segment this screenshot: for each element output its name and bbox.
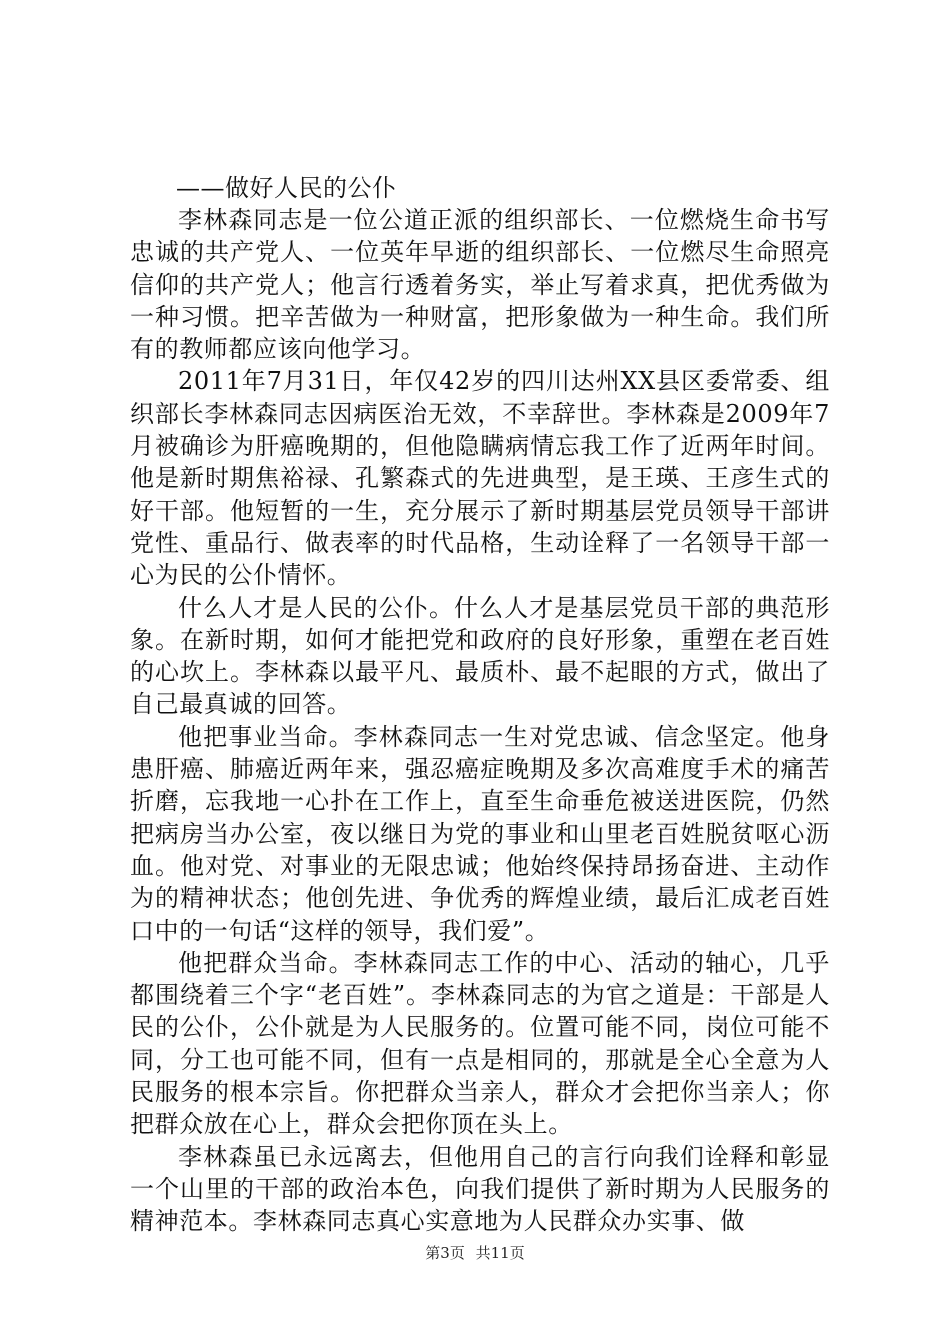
page-total: 共11页 <box>475 1244 525 1262</box>
document-subtitle: ——做好人民的公仆 <box>176 174 397 202</box>
paragraph-legacy: 李林森虽已永远离去，但他用自己的言行向我们诠释和彰显一个山里的干部的政治本色，向我们提供了新时期为人民服务的精神范本。李林森同志真心实意地为人民群众办实事、做 <box>130 1142 830 1236</box>
paragraph-intro: 李林森同志是一位公道正派的组织部长、一位燃烧生命书写忠诚的共产党人、一位英年早逝的组织部长、一位燃尽生命照亮信仰的共产党人；他言行透着务实，举止写着求真，把优秀做为一种习惯。把辛苦做为一种财富，把形象做为一种生命。我们所有的教师都应该向他学习。 <box>130 206 830 364</box>
paragraph-masses: 他把群众当命。李林森同志工作的中心、活动的轴心，几乎都围绕着三个字“老百姓”。李林森同志的为官之道是：干部是人民的公仆，公仆就是为人民服务的。位置可能不同，岗位可能不同，分工也可能不同，但有一点是相同的，那就是全心全意为人民服务的根本宗旨。你把群众当亲人，群众才会把你当亲人；你把群众放在心上，群众会把你顶在头上。 <box>130 948 830 1139</box>
paragraph-career: 他把事业当命。李林森同志一生对党忠诚、信念坚定。他身患肝癌、肺癌近两年来，强忍癌症晚期及多次高难度手术的痛苦折磨，忘我地一心扑在工作上，直至生命垂危被送进医院，仍然把病房当办公室，夜以继日为党的事业和山里老百姓脱贫呕心沥血。他对党、对事业的无限忠诚；他始终保持昂扬奋进、主动作为的精神状态；他创先进、争优秀的辉煌业绩，最后汇成老百姓口中的一句话“这样的领导，我们爱”。 <box>130 722 830 945</box>
paragraph-background: 2011年7月31日，年仅42岁的四川达州XX县区委常委、组织部长李林森同志因病医治无效，不幸辞世。李林森是2009年7月被确诊为肝癌晚期的，但他隐瞒病情忘我工作了近两年时间。他是新时期焦裕禄、孔繁森式的先进典型，是王瑛、王彦生式的好干部。他短暂的一生，充分展示了新时期基层党员领导干部讲党性、重品行、做表率的时代品格，生动诠释了一名领导干部一心为民的公仆情怀。 <box>130 367 830 590</box>
paragraph-question: 什么人才是人民的公仆。什么人才是基层党员干部的典范形象。在新时期，如何才能把党和政府的良好形象，重塑在老百姓的心坎上。李林森以最平凡、最质朴、最不起眼的方式，做出了自己最真诚的回答。 <box>130 593 830 719</box>
document-body <box>130 172 830 1238</box>
page-footer <box>0 1243 950 1263</box>
page-number: 第3页 <box>425 1244 465 1262</box>
